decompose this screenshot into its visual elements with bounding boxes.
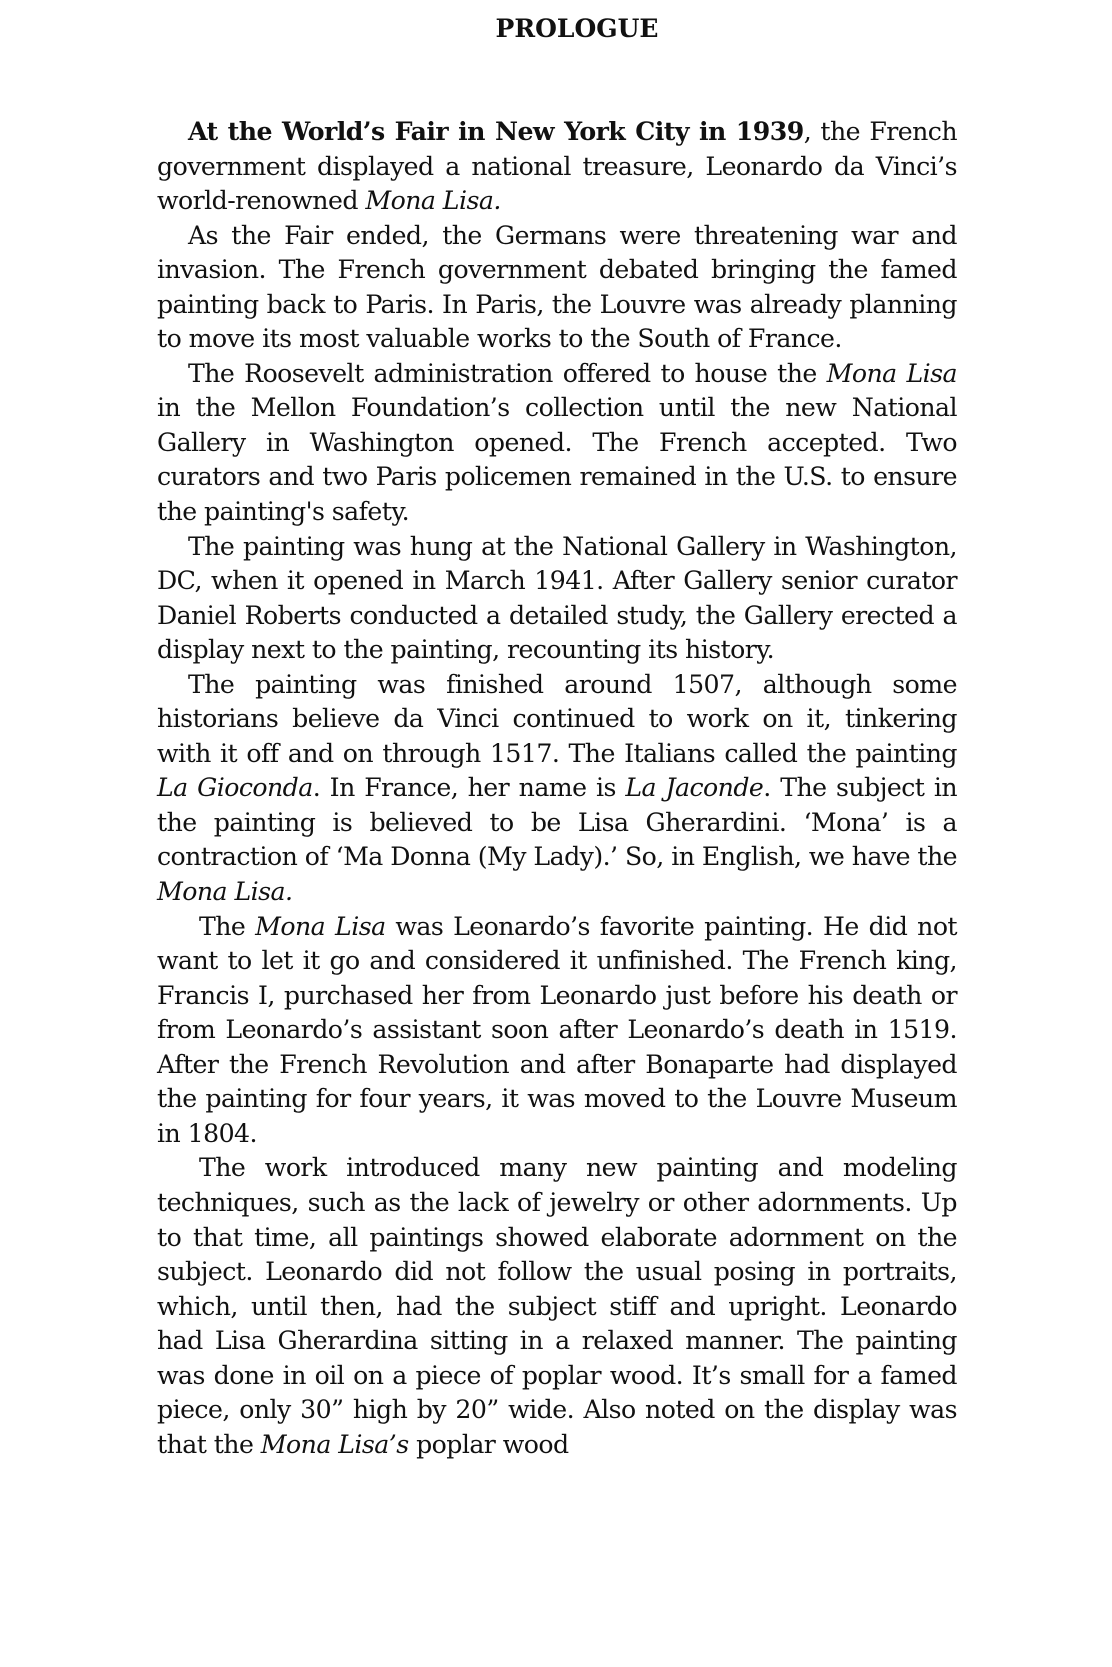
text-run: The work introduced many new painting and modeling techniques, such as the lack of jewelry or other adornments. Up to that time, all paintings showed elaborate adornment on the subject. Leonardo did not follow the usual posing in portraits, which, until then, had the subject stiff and upright. Leonardo had Lisa Gherardina sitting in a relaxed manner. The painting was done in oil on a piece of poplar wood. It’s small for a famed piece, only 30” high by 20” wide. Also noted on the display was that the [157,1153,957,1459]
paragraph [157,357,957,530]
paragraph [157,910,957,1152]
text-run: The painting was hung at the National Gallery in Washington, DC, when it opened in March 1941. After Gallery senior curator Daniel Roberts conducted a detailed study, the Gallery erected a display next to the painting, recounting its history. [157,531,957,665]
text-run: . The subject in the painting is believed to be Lisa Gherardini. ‘Mona’ is a contraction of ‘Ma Donna (My Lady).’ So, in English, we have the [157,773,958,872]
italic-text: Mona Lisa. [157,877,293,907]
text-run: . In France, her name is [312,773,626,803]
paragraph [157,219,957,357]
text-run: The painting was finished around 1507, although some historians believe da Vinci continued to work on it, tinkering with it off and on through 1517. The Italians called the painting [157,669,957,768]
bold-text: At the World’s Fair in New York City in 1939 [188,116,804,146]
italic-text: La Gioconda [157,773,313,803]
text-run: was Leonardo’s favorite painting. He did not want to let it go and considered it unfinished. The French king, Francis I, purchased her from Leonardo just before his death or from Leonardo’s assistant soon after Leonardo’s death in 1519. After the French Revolution and after Bonaparte had displayed the painting for four years, it was moved to the Louvre Museum in 1804. [157,911,958,1148]
text-run: , the French government displayed a national treasure, Leonardo da Vinci’s world-renowned [157,117,957,216]
paragraph [157,530,957,668]
text-run: in the Mellon Foundation’s collection until the new National Gallery in Washington opened. The French accepted. Two curators and two Paris policemen remained in the U.S. to ensure the painting's safety. [157,393,957,527]
chapter-body [157,114,957,1462]
italic-text: Mona Lisa [255,911,386,941]
text-run: As the Fair ended, the Germans were threatening war and invasion. The French government debated bringing the famed painting back to Paris. In Paris, the Louvre was already planning to move its most valuable works to the South of France. [157,220,957,354]
text-run: The [199,911,256,941]
italic-text: Mona Lisa’s [260,1429,409,1459]
italic-text: Mona Lisa. [365,186,501,216]
paragraph [157,114,957,219]
italic-text: Mona Lisa [826,358,957,388]
text-run: The Roosevelt administration offered to house the [188,358,827,388]
paragraph [157,1151,957,1462]
text-run: poplar wood [408,1429,569,1459]
paragraph [157,668,957,910]
italic-text: La Jaconde [625,773,764,803]
chapter-title: PROLOGUE [495,14,659,43]
